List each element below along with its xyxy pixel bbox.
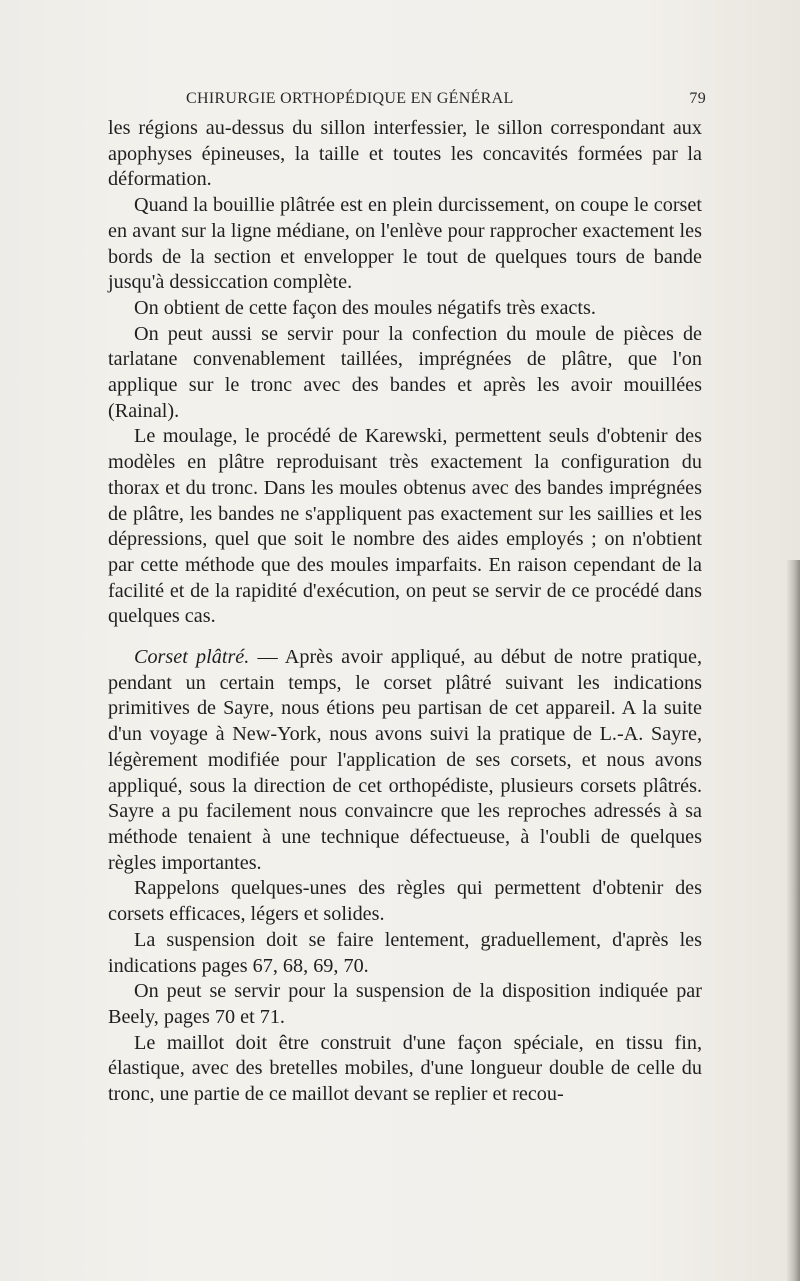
page-header [186, 90, 706, 112]
paragraph: La suspension doit se faire lentement, graduellement, d'après les indications pages 67, 68, 69, 70. [108, 928, 702, 977]
page-edge-shadow [786, 560, 800, 1281]
section-first-paragraph [108, 645, 702, 876]
paragraph: Rappelons quelques-unes des règles qui permettent d'obtenir des corsets efficaces, légers et solides. [108, 877, 702, 926]
paragraph: les régions au-dessus du sillon interfessier, le sillon correspondant aux apophyses épineuses, la taille et toutes les concavités formées par la déformation. [108, 117, 702, 191]
paragraph: Le moulage, le procédé de Karewski, permettent seuls d'obtenir des modèles en plâtre reproduisant très exactement la configuration du thorax et du tronc. Dans les moules obtenus avec des bandes imprégnées de plâtre, les bandes ne s'appliquent pas exactement sur les saillies et les dépressions, quel que soit le nombre des aides employés ; on n'obtient par cette méthode que des moules imparfaits. En raison cependant de la facilité et de la rapidité d'exécution, on peut se servir de ce procédé dans quelques cas. [108, 425, 702, 628]
paragraph: On obtient de cette façon des moules négatifs très exacts. [134, 296, 596, 319]
body-text [108, 116, 702, 1108]
paragraph: Quand la bouillie plâtrée est en plein durcissement, on coupe le corset en avant sur la ligne médiane, on l'enlève pour rapprocher exactement les bords de la section et envelopper le tout de quelques tours de bande jusqu'à dessiccation complète. [108, 194, 702, 294]
section-heading: Corset plâtré. [134, 646, 250, 669]
running-title: CHIRURGIE ORTHOPÉDIQUE EN GÉNÉRAL [186, 90, 514, 107]
paragraph: On peut se servir pour la suspension de la disposition indiquée par Beely, pages 70 et 71. [108, 980, 702, 1028]
section-first-paragraph-text: — Après avoir appliqué, au début de notre pratique, pendant un certain temps, le corset plâtré suivant les indications primitives de Sayre, nous étions peu partisan de cet appareil. A la suite d'un voyage à New-York, nous avons suivi la pratique de L.-A. Sayre, légèrement modifiée pour l'application de ses corsets, et nous avons appliqué, sous la direction de cet orthopédiste, plusieurs corsets plâtrés. Sayre a pu facilement nous convaincre que les reproches adressés à sa méthode tenaient à une technique défectueuse, à l'oubli de quelques règles importantes. [108, 646, 703, 874]
page-number: 79 [689, 90, 706, 107]
paragraph: Le maillot doit être construit d'une façon spéciale, en tissu fin, élastique, avec des bretelles mobiles, d'une longueur double de celle du tronc, une partie de ce maillot devant se replier et recou- [108, 1031, 702, 1106]
paragraph: On peut aussi se servir pour la confection du moule de pièces de tarlatane convenablement taillées, imprégnées de plâtre, que l'on applique sur le tronc avec des bandes et après les avoir mouillées (Rainal). [108, 322, 702, 422]
